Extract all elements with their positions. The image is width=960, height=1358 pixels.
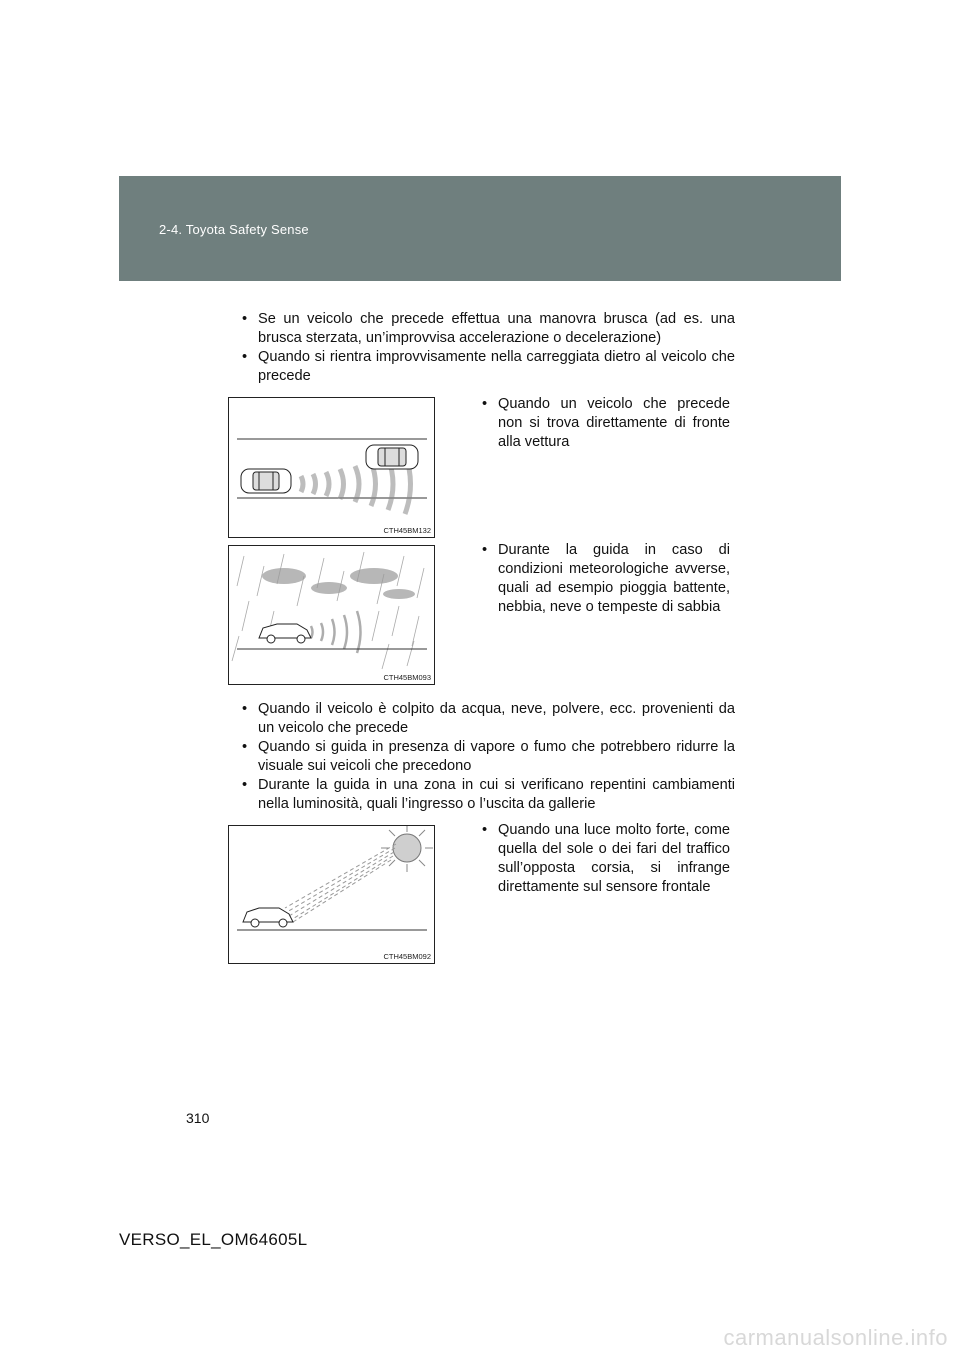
list-item: • Durante la guida in caso di condizioni meteorologiche avverse, quali ad esempio pioggia battente, nebbia, neve o tempeste di sabbia xyxy=(480,541,730,617)
figure-3-caption xyxy=(480,821,730,897)
list-item: • Quando si guida in presenza di vapore o fumo che potrebbero ridurre la visuale sui veicoli che precedono xyxy=(240,738,735,776)
car-sun-glare-illustration xyxy=(229,826,434,963)
figure-2-caption xyxy=(480,541,730,617)
figure-code: CTH45BM092 xyxy=(383,952,431,961)
list-item: • Quando un veicolo che precede non si trova direttamente di fronte alla vettura xyxy=(480,395,730,452)
watermark: carmanualsonline.info xyxy=(723,1325,948,1350)
list-item: • Durante la guida in una zona in cui si verificano repentini cambiamenti nella luminosità, quali l’ingresso o l’uscita da gallerie xyxy=(240,776,735,814)
list-item: • Quando si rientra improvvisamente nella carreggiata dietro al veicolo che precede xyxy=(240,348,735,386)
figure-1-caption xyxy=(480,395,730,452)
bullet-list-middle xyxy=(240,700,735,814)
document-code: VERSO_EL_OM64605L xyxy=(119,1230,308,1249)
figure-sun-glare xyxy=(228,825,435,964)
list-item: • Se un veicolo che precede effettua una manovra brusca (ad es. una brusca sterzata, un’improvvisa accelerazione o decelerazione) xyxy=(240,310,735,348)
section-header-bar xyxy=(119,176,841,281)
car-in-rain-illustration xyxy=(229,546,434,684)
figure-code: CTH45BM093 xyxy=(383,673,431,682)
car-offset-lane-illustration xyxy=(229,398,434,537)
bullet-list-top xyxy=(240,310,735,386)
list-item: • Quando il veicolo è colpito da acqua, neve, polvere, ecc. provenienti da un veicolo che precede xyxy=(240,700,735,738)
figure-bad-weather xyxy=(228,545,435,685)
figure-code: CTH45BM132 xyxy=(383,526,431,535)
section-title: 2-4. Toyota Safety Sense xyxy=(159,222,309,237)
figure-offset-vehicle xyxy=(228,397,435,538)
list-item: • Quando una luce molto forte, come quella del sole o dei fari del traffico sull’opposta corsia, si infrange direttamente sul sensore frontale xyxy=(480,821,730,897)
page-number: 310 xyxy=(186,1110,210,1126)
